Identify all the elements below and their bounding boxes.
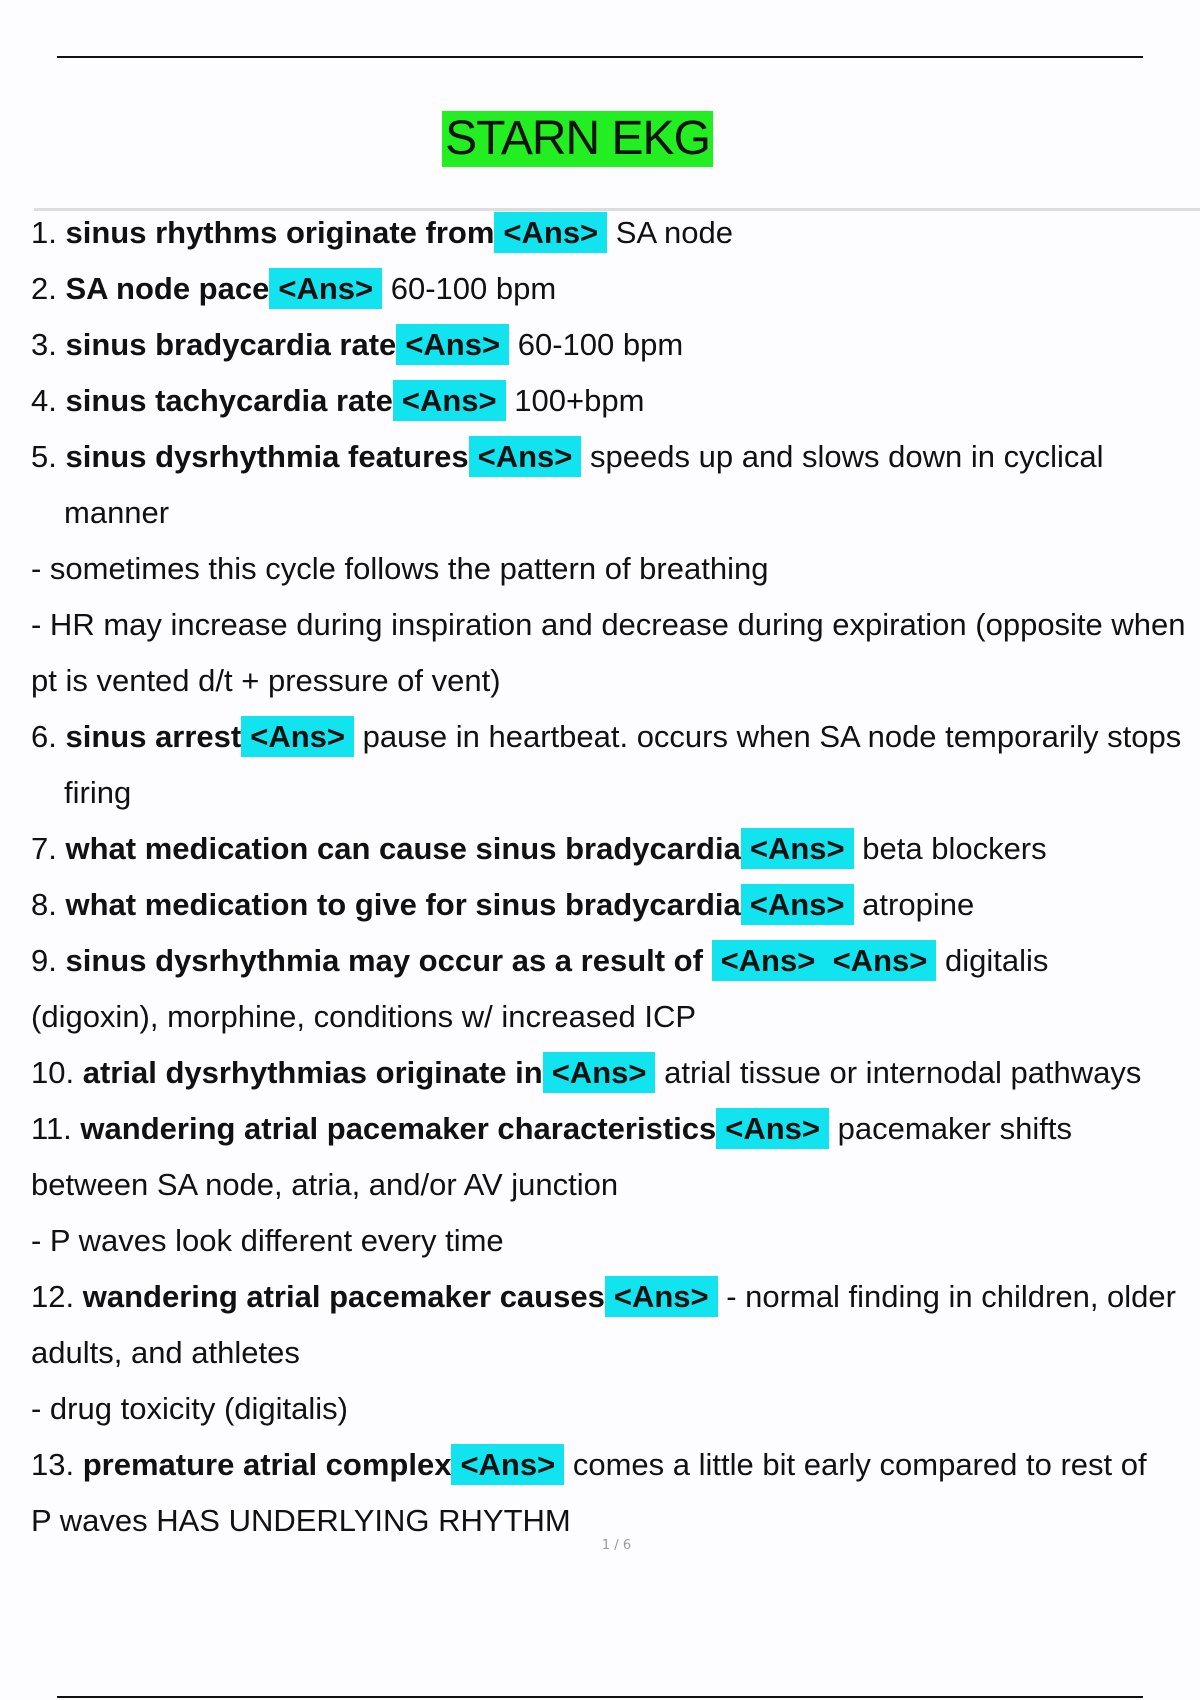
- answer-continuation: (digoxin), morphine, conditions w/ increased ICP: [31, 999, 697, 1034]
- question-item-1: [31, 205, 1200, 261]
- answer-tag-second: <Ans>: [832, 943, 928, 978]
- note-line: - drug toxicity (digitalis): [31, 1391, 348, 1426]
- item-number: 13.: [31, 1447, 75, 1482]
- question-item-10: [31, 1045, 1200, 1101]
- note-line: - sometimes this cycle follows the pattern of breathing: [31, 551, 769, 586]
- answer-tag: <Ans>: [543, 1052, 656, 1093]
- question-text: premature atrial complex: [82, 1447, 452, 1482]
- item-number: 11.: [31, 1111, 72, 1146]
- answer-text: 60-100 bpm: [390, 271, 557, 306]
- item-number: 12.: [31, 1279, 75, 1314]
- item-number: 2.: [31, 271, 57, 306]
- answer-tag: <Ans>: [741, 884, 854, 925]
- item-number: 5.: [31, 439, 57, 474]
- answer-text: comes a little bit early compared to rest of: [572, 1447, 1147, 1482]
- item-number: 8.: [31, 887, 57, 922]
- answer-text: speeds up and slows down in cyclical: [590, 439, 1104, 474]
- question-text: wandering atrial pacemaker causes: [82, 1279, 605, 1314]
- bottom-rule: [57, 1696, 1143, 1698]
- answer-text: atropine: [862, 887, 975, 922]
- question-item-3: [31, 317, 1200, 373]
- title-block: [0, 111, 1155, 167]
- answer-text: - normal finding in children, older: [726, 1279, 1176, 1314]
- answer-text: 60-100 bpm: [517, 327, 684, 362]
- question-item-13: [31, 1437, 1200, 1493]
- answer-text: digitalis: [944, 943, 1049, 978]
- question-text: what medication to give for sinus bradycardia: [65, 887, 741, 922]
- question-text: sinus arrest: [65, 719, 242, 754]
- answer-text: SA node: [615, 215, 734, 250]
- answer-continuation: firing: [64, 775, 132, 810]
- question-item-8: [31, 877, 1200, 933]
- answer-tag: <Ans>: [451, 1444, 564, 1485]
- question-text: SA node pace: [65, 271, 270, 306]
- answer-tag: <Ans>: [716, 1108, 829, 1149]
- flashcard-list: [31, 205, 1200, 1549]
- question-text: sinus dysrhythmia features: [65, 439, 469, 474]
- answer-continuation: P waves HAS UNDERLYING RHYTHM: [31, 1503, 571, 1538]
- item-number: 10.: [31, 1055, 75, 1090]
- item-number: 7.: [31, 831, 57, 866]
- answer-text: beta blockers: [862, 831, 1047, 866]
- page-number: 1 / 6: [601, 1538, 632, 1553]
- top-rule: [57, 56, 1143, 58]
- document-title: STARN EKG: [442, 111, 713, 167]
- answer-tag: <Ans>: [269, 268, 382, 309]
- question-text: sinus tachycardia rate: [65, 383, 393, 418]
- answer-tag-first: <Ans>: [720, 943, 816, 978]
- question-item-5: [31, 429, 1200, 485]
- question-text: what medication can cause sinus bradycardia: [65, 831, 741, 866]
- answer-tag: <Ans>: [393, 380, 506, 421]
- question-item-7: [31, 821, 1200, 877]
- answer-tag: <Ans>: [469, 436, 582, 477]
- question-text: sinus dysrhythmia may occur as a result of: [65, 943, 703, 978]
- question-text: sinus rhythms originate from: [65, 215, 495, 250]
- answer-text: pacemaker shifts: [837, 1111, 1072, 1146]
- answer-tag: <Ans>: [396, 324, 509, 365]
- question-text: sinus bradycardia rate: [65, 327, 397, 362]
- answer-continuation: between SA node, atria, and/or AV junction: [31, 1167, 619, 1202]
- answer-continuation: manner: [64, 495, 170, 530]
- answer-text: atrial tissue or internodal pathways: [664, 1055, 1142, 1090]
- item-number: 4.: [31, 383, 57, 418]
- question-item-11: [31, 1101, 1200, 1157]
- question-item-12: [31, 1269, 1200, 1325]
- item-number: 9.: [31, 943, 57, 978]
- answer-text: pause in heartbeat. occurs when SA node temporarily stops: [362, 719, 1182, 754]
- question-item-6: [31, 709, 1200, 765]
- question-text: wandering atrial pacemaker characteristics: [80, 1111, 717, 1146]
- answer-tag: <Ans>: [605, 1276, 718, 1317]
- answer-text: 100+bpm: [514, 383, 645, 418]
- note-line: - P waves look different every time: [31, 1223, 504, 1258]
- answer-tag: <Ans>: [494, 212, 607, 253]
- answer-tag: <Ans>: [241, 716, 354, 757]
- question-item-4: [31, 373, 1200, 429]
- question-item-2: [31, 261, 1200, 317]
- item-number: 6.: [31, 719, 57, 754]
- item-number: 1.: [31, 215, 57, 250]
- note-line: - HR may increase during inspiration and decrease during expiration (opposite when: [31, 607, 1186, 642]
- answer-tag: <Ans>: [741, 828, 854, 869]
- item-number: 3.: [31, 327, 57, 362]
- answer-tag: [712, 940, 937, 981]
- question-text: atrial dysrhythmias originate in: [82, 1055, 543, 1090]
- answer-continuation: adults, and athletes: [31, 1335, 300, 1370]
- note-line: pt is vented d/t + pressure of vent): [31, 663, 501, 698]
- question-item-9: [31, 933, 1200, 989]
